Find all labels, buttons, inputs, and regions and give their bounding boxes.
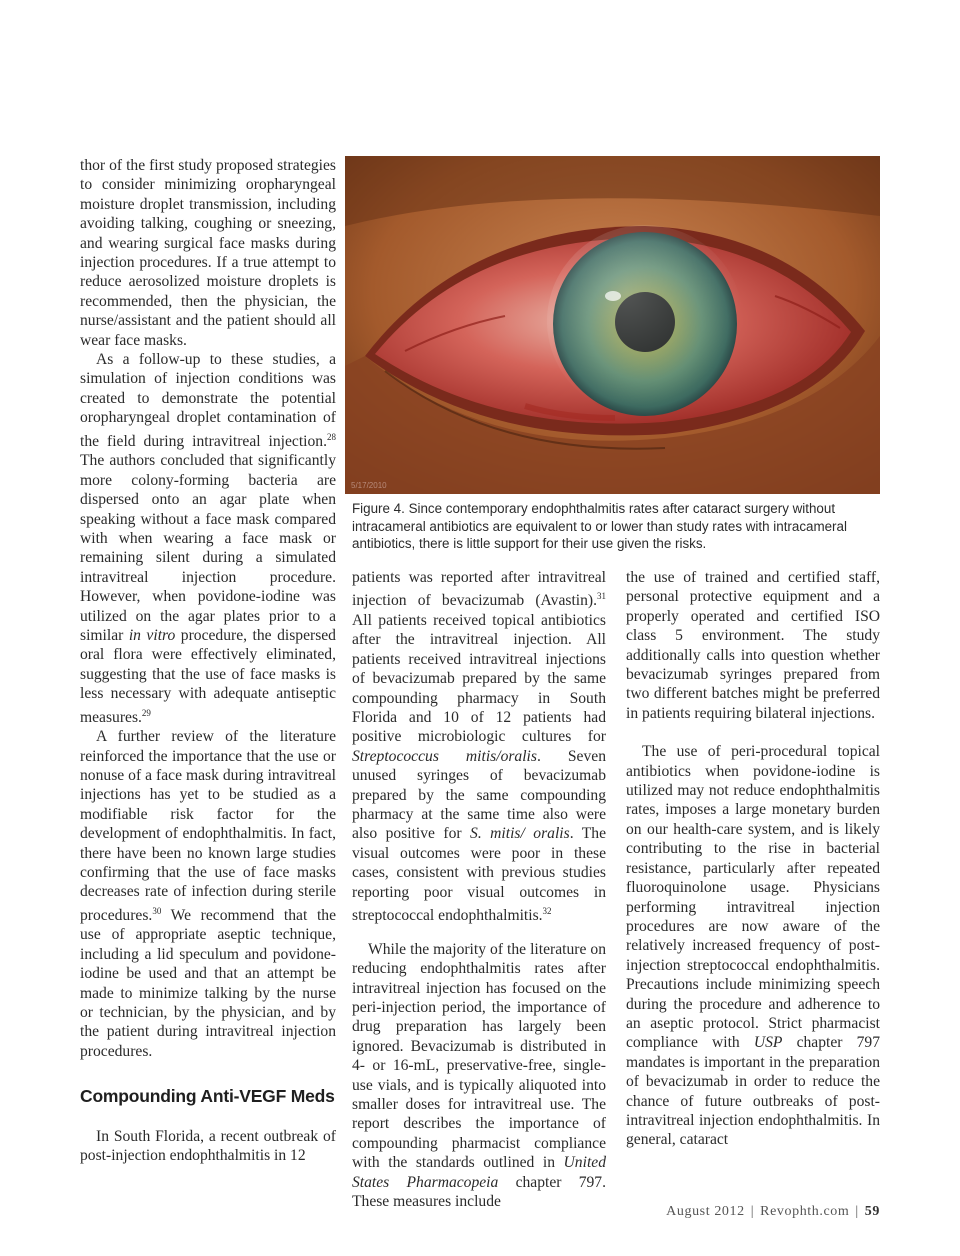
reference-superscript: 29 xyxy=(141,707,151,718)
section-heading: Compounding Anti-VEGF Meds xyxy=(80,1086,335,1107)
eye-photo xyxy=(345,156,880,494)
article-column-2 xyxy=(352,568,606,1211)
website: Revophth.com xyxy=(760,1204,850,1219)
paragraph: patients was reported after intravitreal injection of bevacizumab (Avastin).$^{31}$ All patients received topical antibiotics after the intravitreal injection. All patients received intravitreal injections of bevacizumab prepared by the same compounding pharmacy in South Florida and 10 of 12 patients had positive microbiologic cultures for Streptococcus mitis/oralis. Seven unused syringes of bevacizumab prepared by the same compounding pharmacy at the same time also were also positive for S. mitis/ oralis. The visual outcomes were poor in these cases, consistent with previous studies reporting poor visual outcomes in streptococcal endophthalmitis.$^{32}$ xyxy=(352,569,606,925)
article-column-3 xyxy=(626,568,880,1150)
reference-superscript: 30 xyxy=(152,905,162,916)
reference-superscript: 31 xyxy=(597,591,606,602)
paragraph: thor of the first study proposed strategies to consider minimizing oropharyngeal moisture droplet transmission, including avoiding talking, coughing or sneezing, and wearing surgical face masks during injection procedures. If a true attempt to reduce aerosolized moisture droplets is recommended, then the physician, the nurse/assistant and the patient should all wear face masks. xyxy=(80,157,336,349)
paragraph: While the majority of the literature on reducing endophthalmitis rates after intravitreal injection has focused on the peri-injection period, the importance of drug preparation has largely been ignored. Bevacizumab is distributed in 4- or 16-mL, preservative-free, single-use vials, and is typically aliquoted into smaller doses for intravitreal use. The report describes the importance of compounding pharmacist compliance with the standards outlined in United States Pharmacopeia chapter 797. These measures include xyxy=(352,940,606,1210)
photo-date-stamp: 5/17/2010 xyxy=(351,481,387,490)
reference-superscript: 28 xyxy=(327,431,336,442)
page-footer: August 2012 | Revophth.com | 59 xyxy=(666,1204,880,1219)
figure-caption: Figure 4. Since contemporary endophthalmitis rates after cataract surgery without intracameral antibiotics are equivalent to or lower than study rates with intracameral antibiotics, there is little support for their use given the risks. xyxy=(352,501,847,552)
article-column-1 xyxy=(80,156,336,1165)
paragraph: In South Florida, a recent outbreak of post-injection endophthalmitis in 12 xyxy=(80,1127,336,1165)
paragraph: A further review of the literature reinforced the importance that the use or nonuse of a face mask during intravitreal injections has yet to be studied as a modifiable risk factor for the development of endophthalmitis. In fact, there have been no known large studies confirming that the use of face masks decreases rate of infection during sterile procedures.$^{30}$ We recommend that the use of appropriate aseptic technique, including a lid speculum and povidone-iodine be used and that an attempt be made to minimize talking by the nurse or technician, by the physician, and by the patient during intravitreal injection procedures. xyxy=(80,728,336,1060)
issue-date: August 2012 xyxy=(666,1204,745,1219)
page-number: 59 xyxy=(864,1204,880,1219)
paragraph: the use of trained and certified staff, personal protective equipment and a properly operated and certified ISO class 5 environment. The study additionally calls into question whether bevacizumab syringes prepared from two different batches might be preferred in patients requiring bilateral injections. xyxy=(626,569,880,722)
paragraph: The use of peri-procedural topical antibiotics when povidone-iodine is utilized may not reduce endophthalmitis rates, imposes a large monetary burden on our health-care system, and is likely contributing to the rise in bacterial resistance, particularly after repeated fluoroquinolone usage. Physicians performing intravitreal injection procedures are now aware of the relatively increased frequency of post-injection streptococcal endophthalmitis. Precautions include minimizing speech during the procedure and adherence to an aseptic protocol. Strict pharmacist compliance with USP chapter 797 mandates is important in the preparation of bevacizumab in order to reduce the chance of future outbreaks of post-intravitreal injection endophthalmitis. In general, cataract xyxy=(626,743,880,1149)
paragraph: As a follow-up to these studies, a simulation of injection conditions was created to demonstrate the potential oropharyngeal droplet contamination of the field during intravitreal injection.$^{28}$ The authors concluded that significantly more colony-forming bacteria are dispersed onto an agar plate when speaking without a face mask compared with when wearing a face mask or remaining silent during a simulated intravitreal injection procedure. However, when povidone-iodine was utilized on the agar plates prior to a similar in vitro procedure, the dispersed oral flora were effectively eliminated, suggesting that the use of face masks is less necessary with adequate antiseptic measures.$^{29}$ xyxy=(80,351,336,726)
figure-photo xyxy=(345,156,880,494)
reference-superscript: 32 xyxy=(542,906,552,917)
